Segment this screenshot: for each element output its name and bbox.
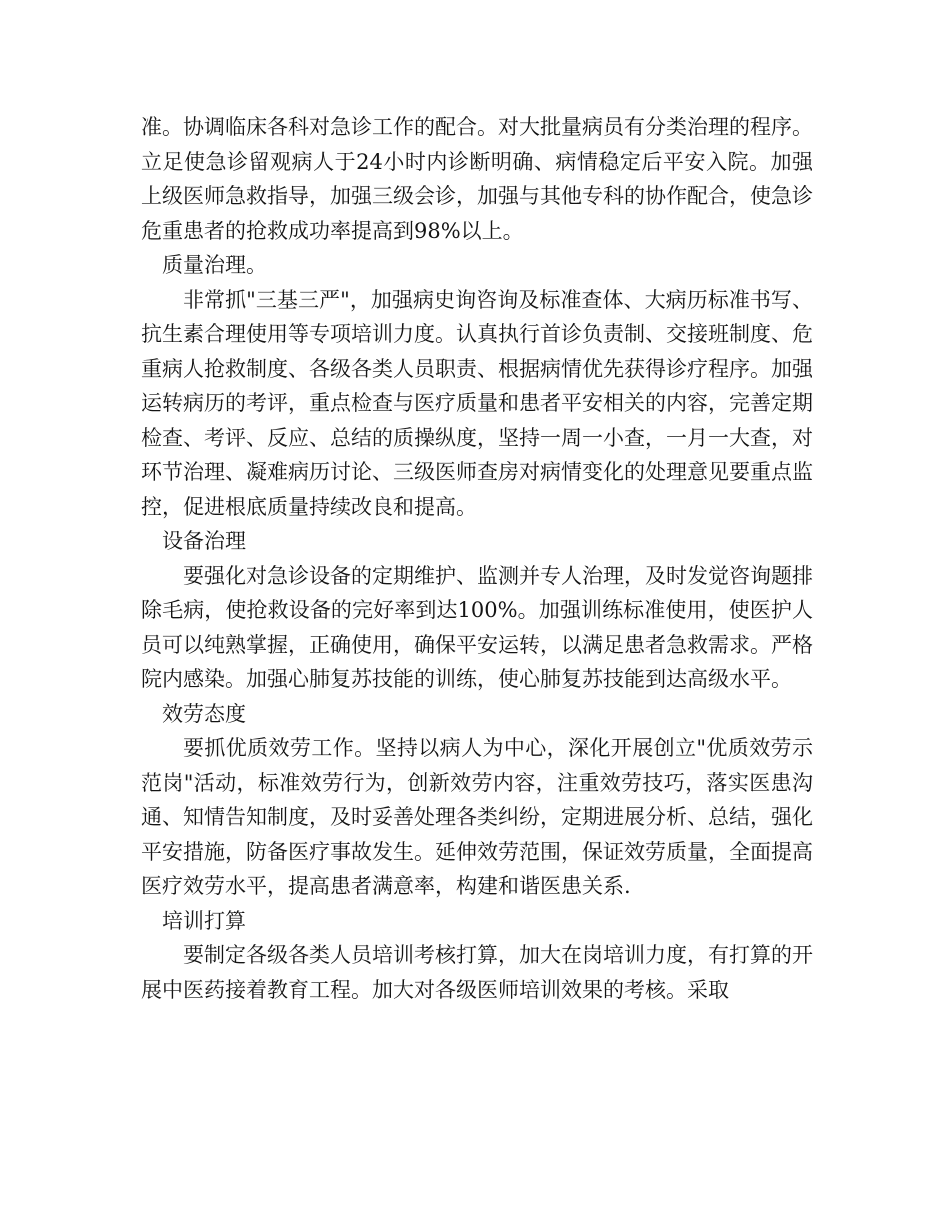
paragraph-emergency-continued: 准。协调临床各科对急诊工作的配合。对大批量病员有分类治理的程序。立足使急诊留观病人于24小时内诊断明确、病情稳定后平安入院。加强上级医师急救指导，加强三级会诊，加强与其他专科的协作配合，使急诊危重患者的抢救成功率提高到98%以上。 (141, 115, 813, 243)
heading-equipment-management: 设备治理 (162, 529, 246, 553)
heading-training-plan: 培训打算 (162, 908, 246, 933)
heading-service-attitude: 效劳态度 (162, 701, 246, 726)
paragraph-training-plan: 要制定各级各类人员培训考核打算，加大在岗培训力度，有打算的开展中医药接着教育工程。加大对各级医师培训效果的考核。采取 (141, 943, 813, 1002)
paragraph-service-attitude: 要抓优质效劳工作。坚持以病人为中心，深化开展创立"优质效劳示范岗"活动，标准效劳行为，创新效劳内容，注重效劳技巧，落实医患沟通、知情告知制度，及时妥善处理各类纠纷，定期进展分析、总结，强化平安措施，防备医疗事故发生。延伸效劳范围，保证效劳质量，全面提高医疗效劳水平，提高患者满意率，构建和谐医患关系. (141, 736, 813, 898)
heading-quality-management: 质量治理。 (162, 253, 267, 277)
paragraph-quality-management: 非常抓"三基三严"，加强病史询咨询及标准查体、大病历标准书写、抗生素合理使用等专项培训力度。认真执行首诊负责制、交接班制度、危重病人抢救制度、各级各类人员职责、根据病情优先获得诊疗程序。加强运转病历的考评，重点检查与医疗质量和患者平安相关的内容，完善定期检查、考评、反应、总结的质操纵度，坚持一周一小查，一月一大查，对环节治理、凝难病历讨论、三级医师查房对病情变化的处理意见要重点监控，促进根底质量持续改良和提高。 (141, 287, 813, 519)
document-page (141, 110, 813, 1007)
paragraph-equipment-management: 要强化对急诊设备的定期维护、监测并专人治理，及时发觉咨询题排除毛病，使抢救设备的完好率到达100%。加强训练标准使用，使医护人员可以纯熟掌握，正确使用，确保平安运转，以满足患者急救需求。严格院内感染。加强心肺复苏技能的训练，使心肺复苏技能到达高级水平。 (141, 563, 813, 691)
